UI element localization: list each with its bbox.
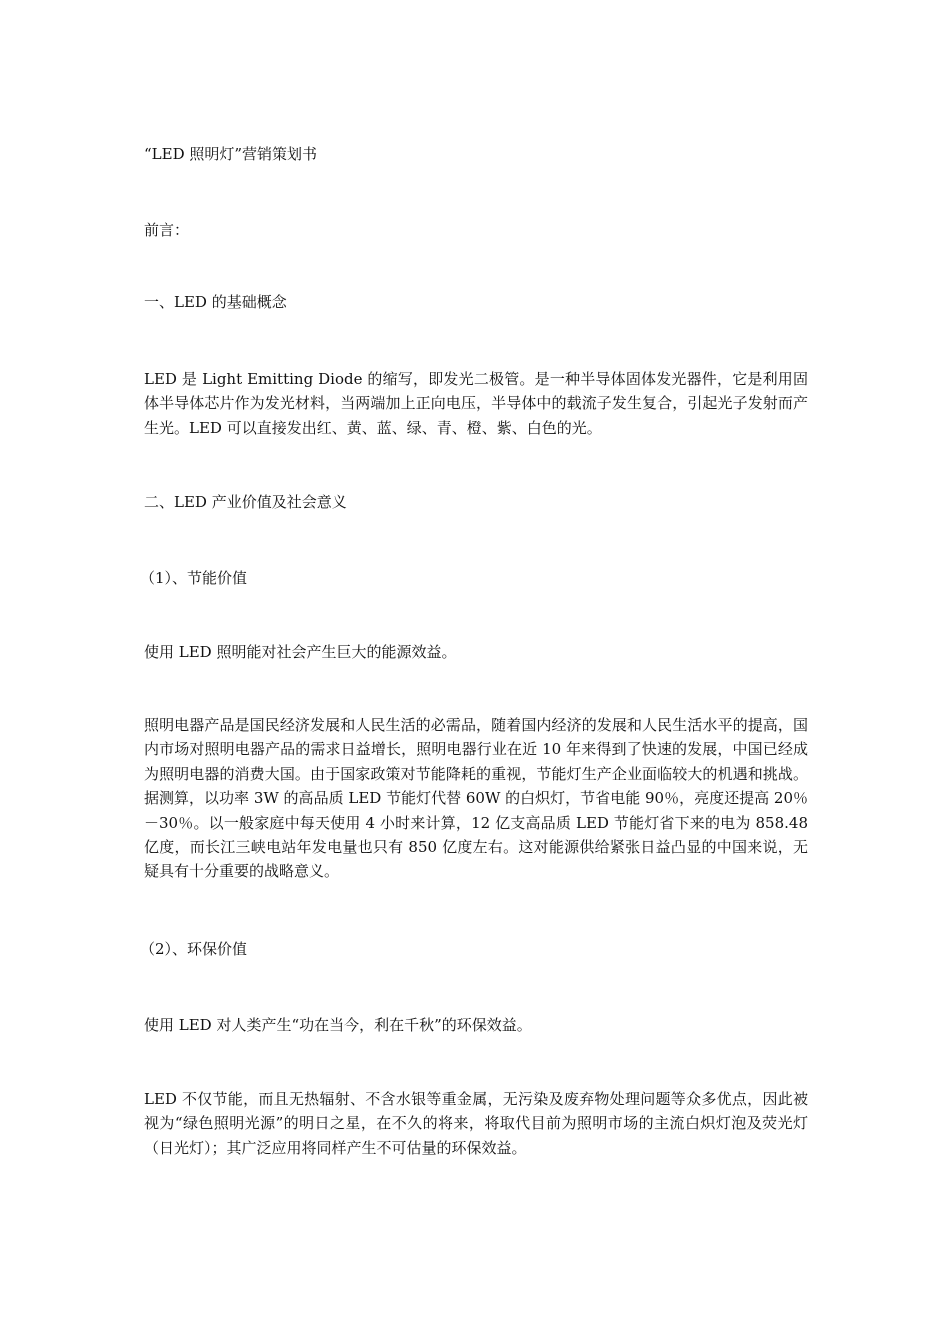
subsection2-intro: 使用 LED 对人类产生“功在当今，利在千秋”的环保效益。 (144, 1016, 532, 1034)
subsection2-body: LED 不仅节能，而且无热辐射、不含水银等重金属，无污染及废弃物处理问题等众多优点，因此被视为“绿色照明光源”的明日之星，在不久的将来，将取代目前为照明市场的主流白炽灯泡及荧光灯（日光灯）；其广泛应用将同样产生不可估量的环保效益。 (144, 1090, 808, 1157)
preface-heading: 前言： (144, 221, 190, 239)
subsection1-body: 照明电器产品是国民经济发展和人民生活的必需品，随着国内经济的发展和人民生活水平的提高，国内市场对照明电器产品的需求日益增长，照明电器行业在近 10 年来得到了快速的发展，中国已经成为照明电器的消费大国。由于国家政策对节能降耗的重视，节能灯生产企业面临较大的机遇和挑战。据测算，以功率 3W 的高品质 LED 节能灯代替 60W 的白炽灯，节省电能 90％，亮度还提高 20％－30％。以一般家庭中每天使用 4 小时来计算，12 亿支高品质 LED 节能灯省下来的电为 858.48 亿度，而长江三峡电站年发电量也只有 850 亿度左右。这对能源供给紧张日益凸显的中国来说，无疑具有十分重要的战略意义。 (144, 716, 808, 881)
subsection1-heading: （1）、节能价值 (140, 569, 248, 587)
section2-heading: 二、LED 产业价值及社会意义 (144, 493, 347, 511)
section1-heading: 一、LED 的基础概念 (144, 293, 287, 311)
document-title: “LED 照明灯”营销策划书 (144, 145, 318, 163)
subsection1-intro: 使用 LED 照明能对社会产生巨大的能源效益。 (144, 643, 457, 661)
section1-body: LED 是 Light Emitting Diode 的缩写，即发光二极管。是一种半导体固体发光器件，它是利用固体半导体芯片作为发光材料，当两端加上正向电压，半导体中的载流子发生复合，引起光子发射而产生光。LED 可以直接发出红、黄、蓝、绿、青、橙、紫、白色的光。 (144, 370, 808, 437)
subsection2-heading: （2）、环保价值 (140, 940, 248, 958)
